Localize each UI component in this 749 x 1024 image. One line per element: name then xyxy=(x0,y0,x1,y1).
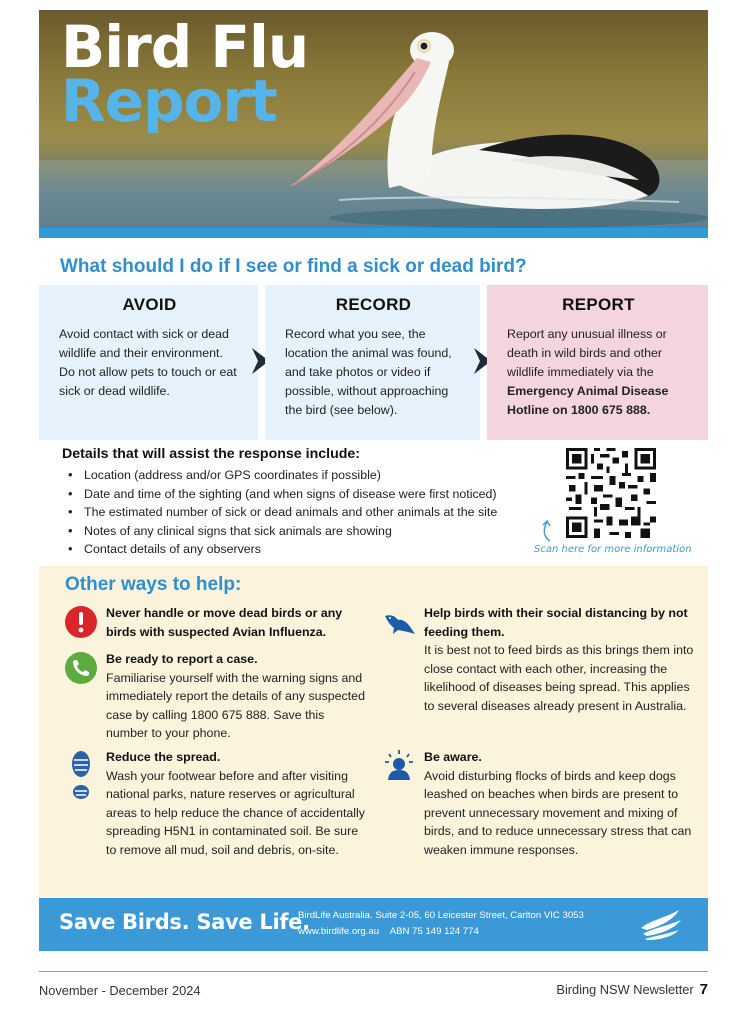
details-list xyxy=(62,466,542,559)
person-aware-icon xyxy=(381,748,417,784)
step-avoid-text: Avoid contact with sick or dead wildlife and their environment. Do not allow pets to touch or eat sick or dead wildlife. xyxy=(59,327,237,398)
tip-heading: Reduce the spread. xyxy=(106,750,221,764)
details-heading: Details that will assist the response include: xyxy=(62,446,361,462)
step-report xyxy=(487,285,708,440)
step-report-body: Report any unusual illness or death in wild birds and other wildlife immediately via the xyxy=(507,327,667,379)
warning-icon xyxy=(63,604,99,640)
birdlife-abn: ABN 75 149 124 774 xyxy=(389,926,479,937)
list-item: • Location (address and/or GPS coordinates if possible) xyxy=(62,466,542,485)
step-record-title: RECORD xyxy=(335,295,412,314)
footer-newsletter-name: Birding NSW Newsletter xyxy=(556,982,694,997)
step-report-title: REPORT xyxy=(562,295,635,314)
hero-blue-strip xyxy=(39,228,708,238)
birdlife-logo-icon xyxy=(639,906,683,942)
tip-body: Familiarise yourself with the warning signs and immediately report the details of any suspected case by calling 1800 675 888. Save this number to your phone. xyxy=(106,670,365,740)
hero-banner xyxy=(39,10,708,238)
list-item: • Contact details of any observers xyxy=(62,540,542,559)
birdlife-band xyxy=(39,898,708,951)
footer-publication xyxy=(556,981,708,998)
hero-title-line1: Bird Flu xyxy=(61,13,309,81)
phone-icon xyxy=(63,650,99,686)
tip-body: Avoid disturbing flocks of birds and keep dogs leashed on beaches when birds are present to prevent unnecessary movement and mixing of birds, and to reduce unnecessary stress that can weaken immune responses. xyxy=(424,768,692,857)
question-heading: What should I do if I see or find a sick or dead bird? xyxy=(60,256,527,277)
bird-icon xyxy=(381,604,417,640)
hero-title-line2: Report xyxy=(61,67,277,135)
list-item: • The estimated number of sick or dead animals and other animals at the site xyxy=(62,503,542,522)
step-avoid-title: AVOID xyxy=(122,295,177,314)
footprints-icon xyxy=(63,748,99,808)
hero-title xyxy=(61,13,309,135)
step-record xyxy=(265,285,480,440)
tip-heading: Never handle or move dead birds or any birds with suspected Avian Influenza. xyxy=(106,606,343,639)
qr-code[interactable] xyxy=(566,448,656,538)
tip-heading: Be aware. xyxy=(424,750,482,764)
tip-heading: Help birds with their social distancing by not feeding them. xyxy=(424,606,688,639)
tip-heading: Be ready to report a case. xyxy=(106,652,258,666)
birdlife-website-link[interactable]: www.birdlife.org.au xyxy=(298,926,380,937)
step-avoid xyxy=(39,285,258,440)
list-item: • Notes of any clinical signs that sick animals are showing xyxy=(62,522,542,541)
curved-arrow-icon xyxy=(540,519,554,543)
tip-body: Wash your footwear before and after visiting national parks, nature reserves or agricultural areas to help reduce the chance of accidentally spreading H5N1 in contaminated soil. Be sure to remove all mud, soil and debris, on-site. xyxy=(106,768,365,857)
tip-never-handle xyxy=(63,604,363,644)
step-report-text xyxy=(507,325,690,420)
step-report-hotline: Emergency Animal Disease Hotline on 1800 675 888. xyxy=(507,384,669,417)
tip-reduce-spread xyxy=(63,748,363,878)
slogan: Save Birds. Save Life. xyxy=(59,910,310,934)
birdlife-address: BirdLife Australia. Suite 2-05, 60 Leicester Street, Carlton VIC 3053 xyxy=(298,910,584,921)
step-record-text: Record what you see, the location the animal was found, and take photos or video if possible, without approaching the bird (see below). xyxy=(285,327,452,417)
tip-be-aware xyxy=(381,748,691,878)
footer-divider xyxy=(39,971,708,972)
tip-body: It is best not to feed birds as this brings them into close contact with each other, increasing the likelihood of diseases being spread. This applies to several diseases already present in Australia. xyxy=(424,643,694,713)
footer-date: November - December 2024 xyxy=(39,983,201,998)
list-item: • Date and time of the sighting (and when signs of disease were first noticed) xyxy=(62,485,542,504)
other-ways-section xyxy=(39,566,708,900)
scan-note: Scan here for more information xyxy=(534,544,692,555)
other-ways-heading: Other ways to help: xyxy=(65,574,242,595)
page-number: 7 xyxy=(699,981,708,998)
birdlife-contact xyxy=(298,908,584,940)
tip-ready-to-report xyxy=(63,650,363,745)
tip-no-feeding xyxy=(381,604,694,734)
details-section xyxy=(62,446,542,559)
